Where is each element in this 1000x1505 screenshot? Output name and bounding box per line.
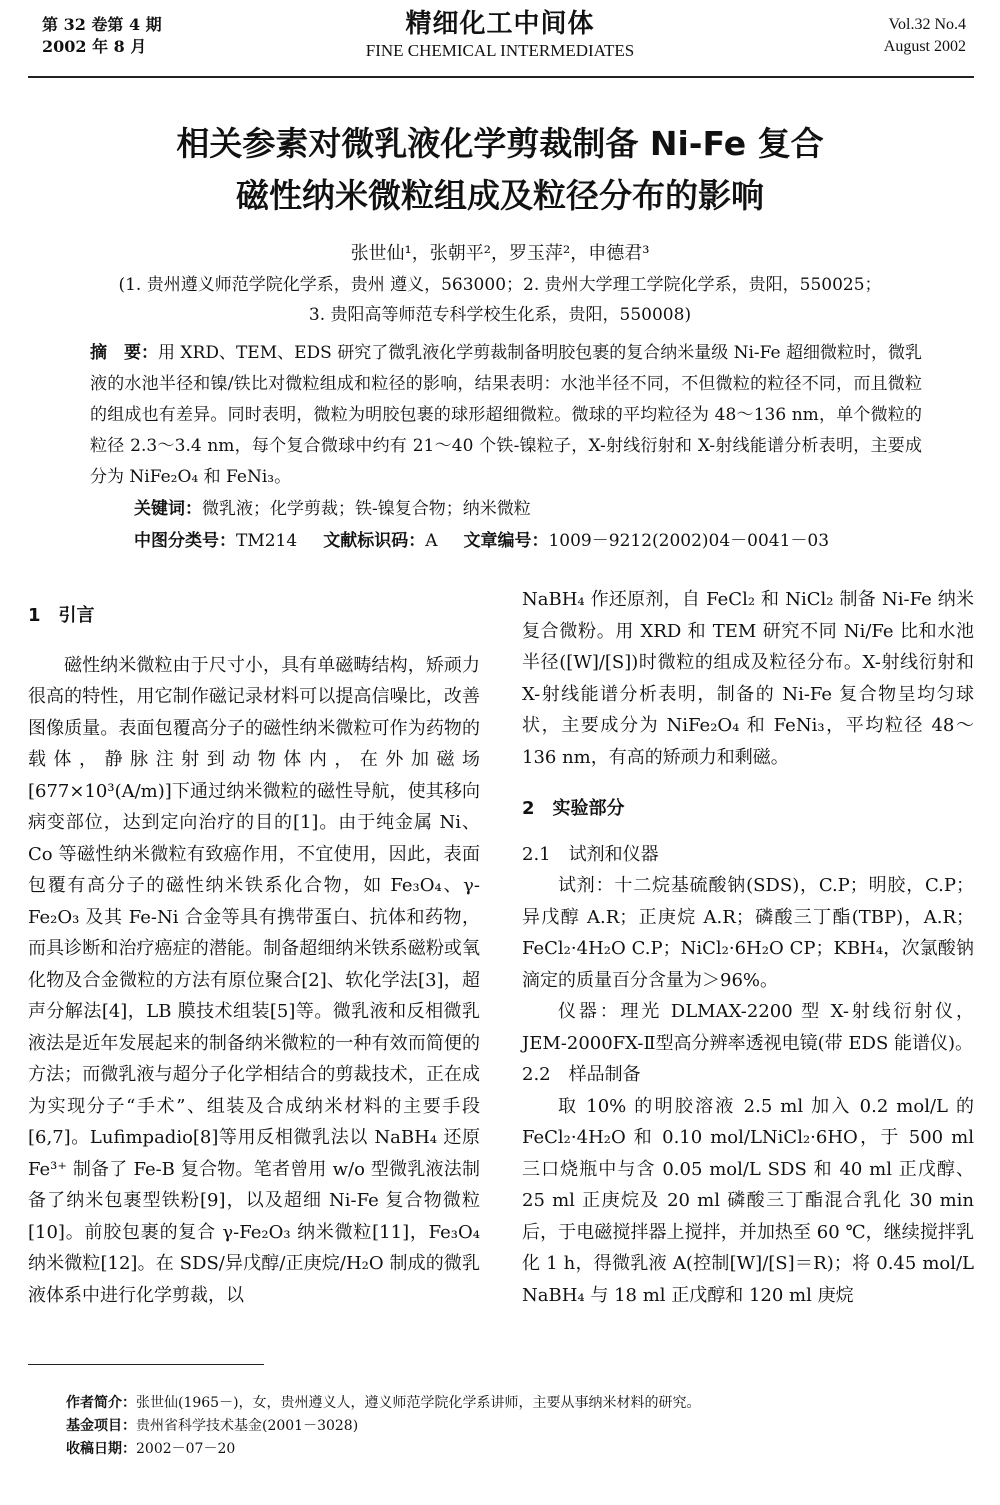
affiliation-line-1: (1. 贵州遵义师范学院化学系，贵州 遵义，563000；2. 贵州大学理工学院化学系，贵阳，550025； (118, 275, 882, 295)
volume-issue: 第 32 卷第 4 期 (42, 15, 162, 34)
journal-name-en: FINE CHEMICAL INTERMEDIATES (365, 41, 635, 60)
introduction-paragraph: 磁性纳米微粒由于尺寸小，具有单磁畴结构，矫顽力很高的特性，用它制作磁记录材料可以提高信噪比，改善图像质量。表面包覆高分子的磁性纳米微粒可作为药物的载体，静脉注射到动物体内，在外加磁场[677×10³(A/m)]下通过纳米微粒的磁性导航，使其移向病变部位，达到定向治疗的目的[1]。由于纯金属 Ni、Co 等磁性纳米微粒有致癌作用，不宜使用，因此，表面包覆有高分子的磁性纳米铁系化合物，如 Fe₃O₄、γ-Fe₂O₃ 及其 Fe-Ni 合金等具有携带蛋白、抗体和药物，而具诊断和治疗癌症的潜能。制备超细纳米铁系磁粉或氧化物及合金微粒的方法有原位聚合[2]、软化学法[3]，超声分解法[4]，LB 膜技术组装[5]等。微乳液和反相微乳液法是近年发展起来的制备纳米微粒的一种有效而简便的方法；而微乳液与超分子化学相结合的剪裁技术，正在成为实现分子“手术”、组装及合成纳米材料的主要手段[6,7]。Lufimpadio[8]等用反相微乳法以 NaBH₄ 还原 Fe³⁺ 制备了 Fe-B 复合物。笔者曾用 w/o 型微乳液法制备了纳米包裹型铁粉[9]，以及超细 Ni-Fe 复合物微粒[10]。前胶包裹的复合 γ-Fe₂O₃ 纳米微粒[11]，Fe₃O₄ 纳米微粒[12]。在 SDS/异戊醇/正庚烷/H₂O 制成的微乳液体系中进行化学剪裁，以 (28, 654, 480, 1306)
instruments-paragraph: 仪器：理光 DLMAX-2200 型 X-射线衍射仪，JEM-2000FX-Ⅱ型高分辨率透视电镜(带 EDS 能谱仪)。 (522, 1001, 974, 1054)
title-line-1: 相关参素对微乳液化学剪裁制备 Ni-Fe 复合 (176, 124, 824, 163)
footnote-rule (28, 1364, 264, 1365)
keywords (134, 494, 924, 524)
funding-text: 贵州省科学技术基金(2001－3028) (136, 1418, 359, 1434)
received-text: 2002－07－20 (136, 1441, 236, 1457)
clc-value: TM214 (236, 531, 298, 551)
keywords-text: 微乳液；化学剪裁；铁-镍复合物；纳米微粒 (202, 499, 531, 519)
author-list: 张世仙¹，张朝平²，罗玉萍²，申德君³ (350, 243, 650, 264)
received-date (66, 1438, 966, 1461)
doc-code-label: 文献标识码： (323, 531, 426, 551)
section-1-heading: 1 引言 (28, 605, 95, 626)
article-number-value: 1009－9212(2002)04－0041－03 (548, 531, 830, 551)
funding-label: 基金项目： (66, 1418, 136, 1434)
funding (66, 1415, 966, 1438)
issue-info-en (884, 14, 966, 58)
introduction-continued: NaBH₄ 作还原剂，自 FeCl₂ 和 NiCl₂ 制备 Ni-Fe 纳米复合微粉。用 XRD 和 TEM 研究不同 Ni/Fe 比和水池半径([W]/[S])时微粒的组成及粒径分布。X-射线衍射和 X-射线能谱分析表明，制备的 Ni-Fe 复合物呈均匀球状，主要成分为 NiFe₂O₄ 和 FeNi₃，平均粒径 48～136 nm，有高的矫顽力和剩磁。 (522, 589, 974, 768)
affiliation-line-2: 3. 贵阳高等师范专科学校生化系，贵阳，550008) (308, 305, 692, 325)
footnotes (66, 1392, 966, 1461)
title-line-2: 磁性纳米微粒组成及粒径分布的影响 (236, 176, 764, 215)
journal-name-cn: 精细化工中间体 (405, 9, 595, 39)
abstract-label: 摘 要： (90, 343, 159, 363)
section-2-1-heading: 2.1 试剂和仪器 (522, 843, 659, 865)
clc-label: 中图分类号： (134, 531, 236, 551)
issue-date: 2002 年 8 月 (42, 37, 147, 56)
author-bio-text: 张世仙(1965－)，女，贵州遵义人，遵义师范学院化学系讲师，主要从事纳米材料的研究。 (136, 1395, 701, 1411)
classification-line (134, 526, 934, 556)
abstract-text: 用 XRD、TEM、EDS 研究了微乳液化学剪裁制备明胶包裹的复合纳米量级 Ni-Fe 超细微粒时，微乳液的水池半径和镍/铁比对微粒组成和粒径的影响，结果表明：水池半径不同，不但微粒的粒径不同，而且微粒的组成也有差异。同时表明，微粒为明胶包裹的球形超细微粒。微球的平均粒径为 48～136 nm，单个微粒的粒径 2.3～3.4 nm，每个复合微球中约有 21～40 个铁-镍粒子，X-射线衍射和 X-射线能谱分析表明，主要成分为 NiFe₂O₄ 和 FeNi₃。 (90, 343, 922, 487)
author-bio-label: 作者简介： (66, 1395, 136, 1411)
keywords-label: 关键词： (134, 499, 202, 519)
left-column (28, 600, 480, 1311)
reagents-paragraph: 试剂：十二烷基硫酸钠(SDS)，C.P；明胶，C.P；异戊醇 A.R；正庚烷 A.R；磷酸三丁酯(TBP)，A.R；FeCl₂·4H₂O C.P；NiCl₂·6H₂O CP；KBH₄，次氯酸钠滴定的质量百分含量为＞96%。 (522, 875, 974, 991)
paper-title (60, 118, 940, 222)
journal-name (300, 8, 700, 62)
right-column (522, 584, 974, 1311)
author-bio (66, 1392, 966, 1415)
section-2-heading: 2 实验部分 (522, 798, 625, 819)
affiliations (60, 270, 940, 330)
sample-prep-paragraph: 取 10% 的明胶溶液 2.5 ml 加入 0.2 mol/L 的 FeCl₂·4H₂O 和 0.10 mol/LNiCl₂·6HO，于 500 ml 三口烧瓶中与含 0.05 mol/L SDS 和 40 ml 正戊醇、25 ml 正庚烷及 20 ml 磷酸三丁酯混合乳化 30 min 后，于电磁搅拌器上搅拌，并加热至 60 ℃，继续搅拌乳化 1 h，得微乳液 A(控制[W]/[S]＝R)；将 0.45 mol/L NaBH₄ 与 18 ml 正戊醇和 120 ml 庚烷 (522, 1095, 974, 1306)
issue-info (42, 14, 162, 58)
header-rule (28, 76, 974, 78)
volume-issue-en: Vol.32 No.4 (888, 16, 966, 33)
abstract (90, 338, 922, 493)
section-2-2-heading: 2.2 样品制备 (522, 1064, 641, 1085)
doc-code-value: A (425, 531, 438, 551)
received-label: 收稿日期： (66, 1441, 136, 1457)
article-number-label: 文章编号： (463, 531, 549, 551)
issue-date-en: August 2002 (883, 38, 966, 55)
